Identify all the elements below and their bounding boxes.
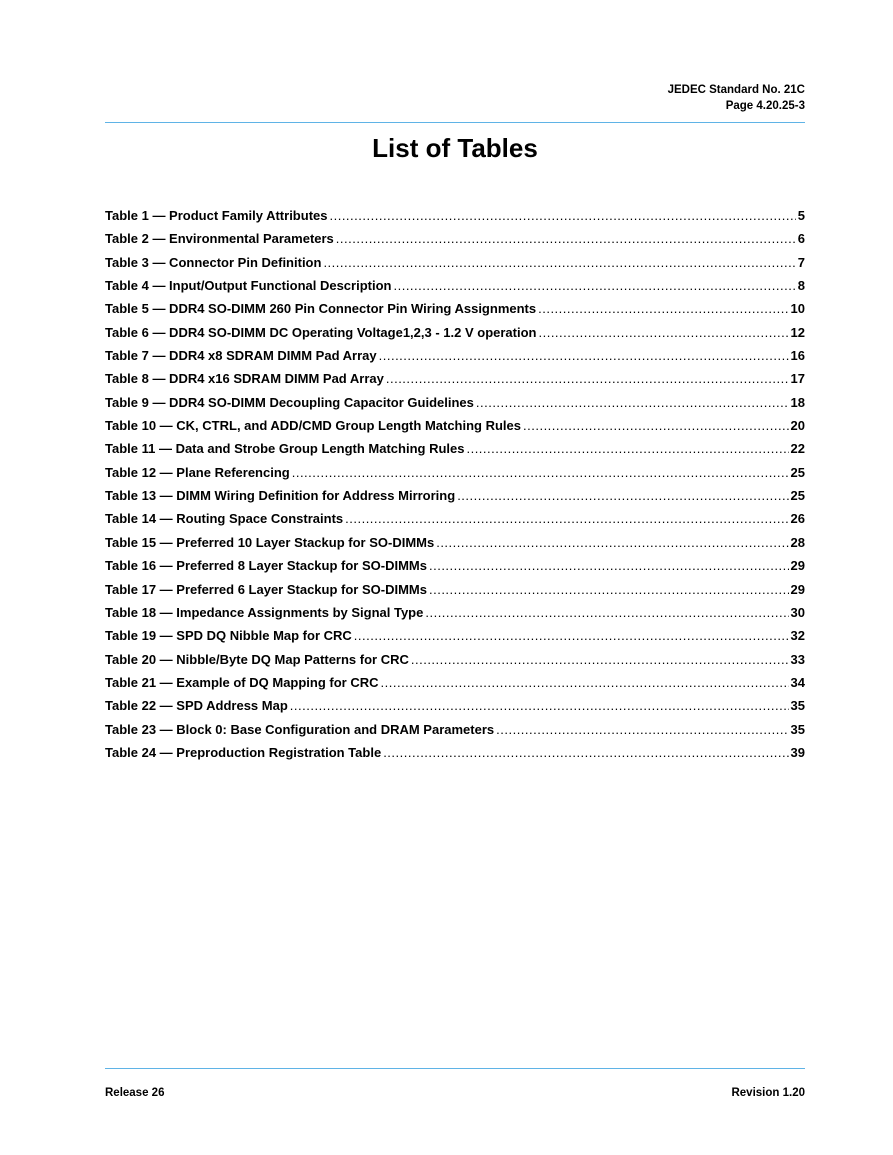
toc-entry-page: 8 bbox=[797, 278, 805, 294]
toc-entry-page: 18 bbox=[790, 394, 805, 410]
toc-entry[interactable] bbox=[105, 671, 805, 694]
toc-entry[interactable] bbox=[105, 507, 805, 530]
toc-entry-title: Table 11 — Data and Strobe Group Length Matching Rules bbox=[105, 441, 465, 457]
toc-entry[interactable] bbox=[105, 648, 805, 671]
toc-entry[interactable] bbox=[105, 601, 805, 624]
toc-entry-title: Table 24 — Preproduction Registration Table bbox=[105, 744, 382, 760]
toc-dot-leader bbox=[381, 671, 789, 694]
toc-entry-title: Table 14 — Routing Space Constraints bbox=[105, 511, 344, 527]
toc-dot-leader bbox=[336, 227, 796, 250]
standard-number: JEDEC Standard No. 21C bbox=[667, 84, 805, 96]
page-header bbox=[668, 82, 805, 114]
toc-dot-leader bbox=[379, 344, 789, 367]
toc-entry[interactable] bbox=[105, 321, 805, 344]
toc-entry-page: 16 bbox=[790, 348, 805, 364]
footer-revision: Revision 1.20 bbox=[731, 1087, 805, 1099]
toc-entry-page: 6 bbox=[797, 231, 805, 247]
toc-entry-page: 12 bbox=[790, 324, 805, 340]
toc-entry-page: 10 bbox=[790, 301, 805, 317]
toc-entry-title: Table 1 — Product Family Attributes bbox=[105, 208, 328, 223]
toc-entry-title: Table 12 — Plane Referencing bbox=[105, 464, 290, 480]
toc-entry-page: 26 bbox=[790, 511, 805, 527]
toc-dot-leader bbox=[425, 601, 788, 624]
toc-entry-page: 17 bbox=[790, 371, 805, 387]
page-number: Page 4.20.25-3 bbox=[725, 100, 805, 112]
toc-dot-leader bbox=[383, 741, 788, 764]
page-title: List of Tables bbox=[372, 133, 538, 163]
toc-entry-page: 35 bbox=[790, 698, 805, 714]
toc-dot-leader bbox=[329, 204, 795, 227]
toc-dot-leader bbox=[476, 391, 789, 414]
table-of-contents bbox=[105, 204, 805, 764]
toc-entry-title: Table 6 — DDR4 SO-DIMM DC Operating Voltage1,2,3 - 1.2 V operation bbox=[105, 324, 537, 340]
toc-entry[interactable] bbox=[105, 718, 805, 741]
toc-entry[interactable] bbox=[105, 274, 805, 297]
toc-entry-page: 7 bbox=[797, 254, 805, 270]
toc-entry-page: 34 bbox=[790, 674, 805, 690]
toc-entry-page: 5 bbox=[797, 208, 805, 223]
toc-dot-leader bbox=[466, 437, 788, 460]
toc-entry[interactable] bbox=[105, 204, 805, 227]
toc-entry[interactable] bbox=[105, 227, 805, 250]
toc-entry[interactable] bbox=[105, 251, 805, 274]
toc-entry[interactable] bbox=[105, 437, 805, 460]
toc-entry-page: 25 bbox=[790, 488, 805, 504]
toc-dot-leader bbox=[429, 578, 789, 601]
toc-entry-title: Table 10 — CK, CTRL, and ADD/CMD Group Length Matching Rules bbox=[105, 418, 522, 434]
toc-entry[interactable] bbox=[105, 694, 805, 717]
toc-entry[interactable] bbox=[105, 554, 805, 577]
toc-dot-leader bbox=[323, 251, 795, 274]
toc-entry-title: Table 8 — DDR4 x16 SDRAM DIMM Pad Array bbox=[105, 371, 384, 387]
toc-entry-page: 29 bbox=[790, 558, 805, 574]
toc-entry-title: Table 4 — Input/Output Functional Description bbox=[105, 278, 392, 294]
toc-entry-title: Table 2 — Environmental Parameters bbox=[105, 231, 334, 247]
toc-entry[interactable] bbox=[105, 461, 805, 484]
toc-dot-leader bbox=[354, 624, 789, 647]
footer-divider bbox=[105, 1068, 805, 1069]
toc-entry-page: 28 bbox=[790, 534, 805, 550]
toc-entry-page: 20 bbox=[790, 418, 805, 434]
toc-entry-title: Table 17 — Preferred 6 Layer Stackup for SO-DIMMs bbox=[105, 581, 427, 597]
footer-release: Release 26 bbox=[105, 1087, 165, 1099]
toc-entry[interactable] bbox=[105, 297, 805, 320]
toc-entry-title: Table 19 — SPD DQ Nibble Map for CRC bbox=[105, 628, 352, 644]
toc-entry-title: Table 22 — SPD Address Map bbox=[105, 698, 288, 714]
toc-entry-page: 30 bbox=[790, 604, 805, 620]
toc-entry-title: Table 21 — Example of DQ Mapping for CRC bbox=[105, 674, 379, 690]
toc-entry[interactable] bbox=[105, 414, 805, 437]
toc-entry[interactable] bbox=[105, 578, 805, 601]
toc-entry[interactable] bbox=[105, 624, 805, 647]
toc-entry-title: Table 20 — Nibble/Byte DQ Map Patterns for CRC bbox=[105, 651, 409, 667]
toc-dot-leader bbox=[523, 414, 789, 437]
toc-dot-leader bbox=[393, 274, 795, 297]
toc-entry-title: Table 23 — Block 0: Base Configuration and DRAM Parameters bbox=[105, 721, 495, 737]
toc-dot-leader bbox=[411, 648, 789, 671]
toc-entry-page: 32 bbox=[790, 628, 805, 644]
toc-entry[interactable] bbox=[105, 741, 805, 764]
toc-dot-leader bbox=[496, 718, 788, 741]
toc-dot-leader bbox=[538, 321, 788, 344]
header-divider bbox=[105, 122, 805, 123]
toc-entry-page: 29 bbox=[790, 581, 805, 597]
toc-entry-title: Table 3 — Connector Pin Definition bbox=[105, 254, 322, 270]
toc-entry-page: 35 bbox=[790, 721, 805, 737]
toc-entry-title: Table 16 — Preferred 8 Layer Stackup for SO-DIMMs bbox=[105, 558, 427, 574]
toc-entry-title: Table 15 — Preferred 10 Layer Stackup for SO-DIMMs bbox=[105, 534, 435, 550]
toc-dot-leader bbox=[290, 694, 789, 717]
toc-entry-title: Table 18 — Impedance Assignments by Signal Type bbox=[105, 604, 424, 620]
toc-dot-leader bbox=[436, 531, 788, 554]
toc-entry-title: Table 13 — DIMM Wiring Definition for Address Mirroring bbox=[105, 488, 456, 504]
toc-entry-page: 33 bbox=[790, 651, 805, 667]
toc-entry-title: Table 9 — DDR4 SO-DIMM Decoupling Capacitor Guidelines bbox=[105, 394, 474, 410]
toc-dot-leader bbox=[457, 484, 788, 507]
toc-dot-leader bbox=[538, 297, 788, 320]
toc-entry-page: 25 bbox=[790, 464, 805, 480]
toc-dot-leader bbox=[429, 554, 789, 577]
toc-entry-page: 22 bbox=[790, 441, 805, 457]
toc-entry-page: 39 bbox=[790, 744, 805, 760]
toc-entry[interactable] bbox=[105, 484, 805, 507]
toc-entry-title: Table 5 — DDR4 SO-DIMM 260 Pin Connector Pin Wiring Assignments bbox=[105, 301, 537, 317]
toc-entry[interactable] bbox=[105, 391, 805, 414]
toc-entry-title: Table 7 — DDR4 x8 SDRAM DIMM Pad Array bbox=[105, 348, 377, 364]
toc-entry[interactable] bbox=[105, 344, 805, 367]
toc-dot-leader bbox=[292, 461, 789, 484]
toc-dot-leader bbox=[386, 367, 789, 390]
toc-dot-leader bbox=[345, 507, 788, 530]
toc-entry[interactable] bbox=[105, 531, 805, 554]
toc-entry[interactable] bbox=[105, 367, 805, 390]
